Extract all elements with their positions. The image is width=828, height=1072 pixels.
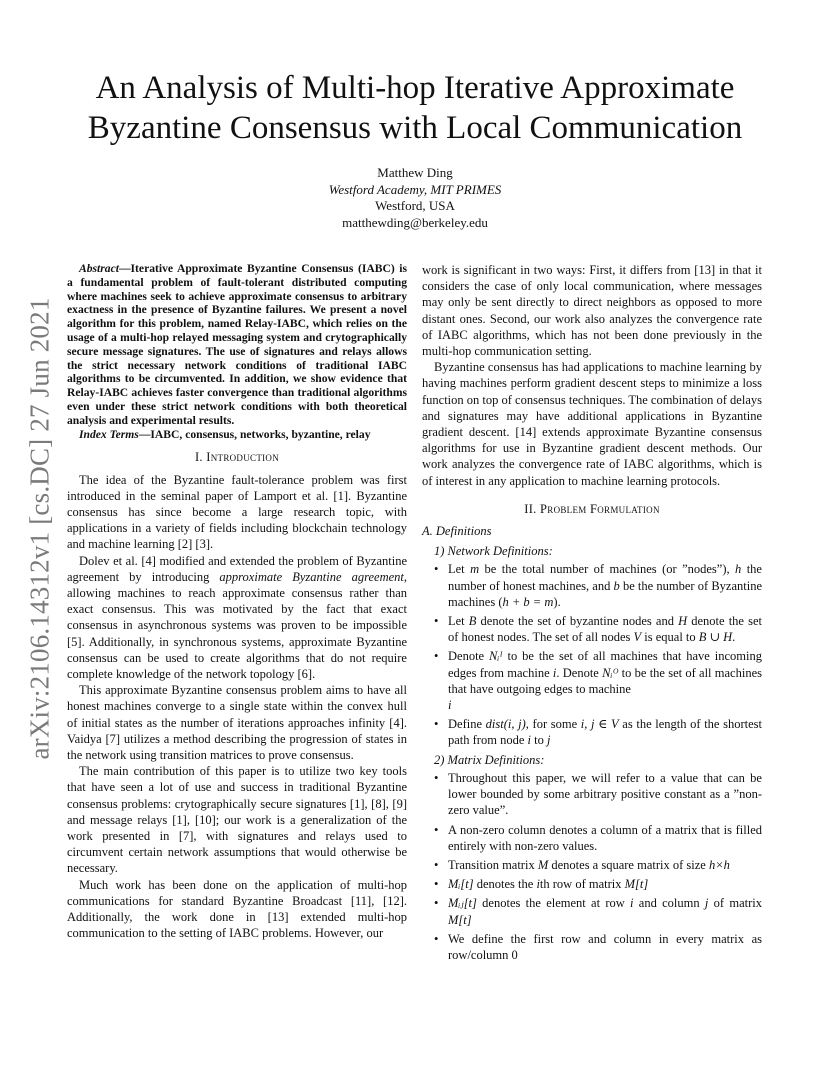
math: M[t] xyxy=(624,877,649,892)
section-heading-problem-formulation: II. Problem Formulation xyxy=(524,501,660,516)
math: Nᵢᴼ xyxy=(602,665,619,680)
math: M xyxy=(537,857,549,872)
math: V xyxy=(633,630,642,645)
math: j xyxy=(704,896,709,911)
arxiv-sidebar xyxy=(16,288,64,768)
author-affiliation: Westford Academy, MIT PRIMES xyxy=(328,181,502,197)
math: M[t] xyxy=(448,912,472,927)
text-span: Define xyxy=(448,717,486,732)
text-span: and column xyxy=(633,896,705,911)
math: i xyxy=(527,733,531,748)
intro-paragraph-4: The main contribution of this paper is to utilize two key tools that have seen a lot of use and success in traditional Byzantine consensus problems: crytographically secure signatures [1], [8], [9] and message relays [1], [10]; our work is a generalization of the work presented in [7], with signatures and relays used to circumvent certain network assumptions that would otherwise be necessary. xyxy=(67,764,407,876)
author-location: Westford, USA xyxy=(375,198,455,213)
list-item: • We define the first row and column in every matrix as row/column 0 xyxy=(448,931,762,963)
intro-paragraph-3: This approximate Byzantine consensus problem aims to have all honest machines converge to a single state within the convex hull of initial states as the number of iterations approaches infinity [4]. Vaidya [7] utilizes a method describing the progression of states in the network using transition matrices to prove consensus. xyxy=(67,683,407,763)
math: Mᵢⱼ[t] xyxy=(448,896,477,911)
math: j xyxy=(546,733,551,748)
text-span: ). xyxy=(553,594,561,609)
math: dist(i, j) xyxy=(485,717,526,732)
subsubsection-network-definitions: 1) Network Definitions: xyxy=(434,544,553,559)
math: b xyxy=(613,578,620,593)
list-item: • A non-zero column denotes a column of a matrix that is filled entirely with non-zero values. xyxy=(448,822,762,854)
math: h + b = m xyxy=(502,594,554,609)
author-name: Matthew Ding xyxy=(377,165,453,180)
left-column xyxy=(67,262,407,941)
math: Mᵢ[t] xyxy=(448,877,474,892)
text-span: be the total number of machines (or ”nodes”), xyxy=(479,562,736,577)
text-span: to be the set of all machines that have incoming edges from machine xyxy=(448,649,762,680)
emphasis: approximate Byzantine agreement xyxy=(219,569,404,584)
index-terms xyxy=(67,428,407,442)
text-span: . xyxy=(732,630,736,645)
list-item xyxy=(448,857,762,873)
text-span: th row of matrix xyxy=(539,877,625,892)
text-span: is equal to xyxy=(641,630,699,645)
text-span: denotes the element at row xyxy=(476,896,631,911)
abstract xyxy=(67,262,407,428)
abstract-text: —Iterative Approximate Byzantine Consensus (IABC) is a fundamental problem of fault-tolerant distributed computing where machines seek to achieve approximate consensus to arbitrary exactness in the presence of Byzantine failures. We present a novel algorithm for this problem, named Relay-IABC, which relies on the usage of a multi-hop relayed messaging system and crytographically secure message signatures. The use of signatures and relays allows the strict necessary network conditions of traditional IABC algorithms to be circumvented. In addition, we show evidence that Relay-IABC achieves faster convergence than traditional algorithms even under these strict network conditions with both theoretical analysis and experimental results. xyxy=(67,262,407,427)
text-span: , for some xyxy=(525,717,581,732)
text-span: Let xyxy=(448,562,471,577)
abstract-label: Abstract xyxy=(79,262,119,275)
text-span: . Denote xyxy=(556,665,603,680)
text-span: denote the set of byzantine nodes and xyxy=(476,614,679,629)
network-definitions-list xyxy=(422,561,762,748)
intro-paragraph-5: Much work has been done on the application of multi-hop communications for standard Byzantine Broadcast [11], [12]. Additionally, the work done in [13] extended multi-hop communication to the setting of IABC problems. However, our xyxy=(67,877,407,941)
list-item xyxy=(448,613,762,645)
math: i xyxy=(552,665,557,680)
intro-paragraph-7: Byzantine consensus has had applications to machine learning by having machines perform gradient descent steps to minimize a loss function on top of consensus techniques. The combination of delays and signatures may have additional applications in Byzantine gradient descent. [14] extends approximate Byzantine consensus algorithms for use in Byzantine gradient descent methods. Our work analyzes the convergence rate of IABC algorithms, which is of interest in any application to machine learning protocols. xyxy=(422,360,762,488)
math: H xyxy=(678,614,688,629)
math: i xyxy=(448,698,452,713)
index-terms-text: —IABC, consensus, networks, byzantine, relay xyxy=(138,427,371,441)
math: B xyxy=(468,614,477,629)
text-span: the number of honest machines, and xyxy=(448,562,762,593)
text-span: , allowing machines to reach approximate consensus rather than exact consensus. This was motivated by the fact that exact consensus in asynchronous systems was proven to be impossible [5]. Additionally, in synchronous systems, approximate Byzantine consensus can be used to create algorithms that do not require complete knowledge of the network topology [6]. xyxy=(67,569,407,681)
list-item xyxy=(448,895,762,927)
section-heading-introduction: I. Introduction xyxy=(194,450,280,465)
paper-title: An Analysis of Multi-hop Iterative Approximate Byzantine Consensus with Local Communication xyxy=(87,70,743,146)
text-span: denote the set of honest nodes. The set of all nodes xyxy=(448,614,762,645)
text-span: as the length of the shortest path from node xyxy=(448,717,763,748)
text-span: of matrix xyxy=(708,896,762,911)
intro-paragraph-2 xyxy=(67,553,407,683)
math: h xyxy=(735,562,742,577)
subsection-definitions: A. Definitions xyxy=(422,524,492,539)
text-span: to be the set of all machines that have outgoing edges to machine xyxy=(448,665,762,696)
text-span: Transition matrix xyxy=(448,857,538,872)
subsubsection-matrix-definitions: 2) Matrix Definitions: xyxy=(434,752,545,767)
text-span: Let xyxy=(448,614,469,629)
list-item: • Throughout this paper, we will refer to a value that can be lower bounded by some arbitrary positive constant as a ”non-zero value”. xyxy=(448,770,762,819)
math: m xyxy=(470,562,480,577)
math: i, j ∈ V xyxy=(580,717,619,732)
list-item xyxy=(448,648,762,713)
text-span: denotes the xyxy=(473,877,537,892)
index-terms-label: Index Terms xyxy=(79,427,139,441)
intro-paragraph-1: The idea of the Byzantine fault-tolerance problem was first introduced in the seminal paper of Lamport et al. [1]. Byzantine consensus has since become a large research topic, with applications in a variety of fields including blockchain technology and machine learning [2] [3]. xyxy=(67,472,407,552)
list-item xyxy=(448,876,762,892)
author-email: matthewding@berkeley.edu xyxy=(342,214,488,230)
math: i xyxy=(630,896,634,911)
text-span: denotes a square matrix of size xyxy=(548,857,709,872)
intro-paragraph-6: work is significant in two ways: First, it differs from [13] in that it considers the case of only local communication, where messages may only be sent directly to direct neighbors as opposed to more distant ones. Second, our work also analyzes the convergence rate of IABC algorithms, which has not been done previously in the multi-hop communication setting. xyxy=(422,263,762,359)
matrix-definitions-list xyxy=(422,770,762,963)
math: h×h xyxy=(708,857,730,872)
text-span: Denote xyxy=(448,649,489,664)
right-column xyxy=(422,262,762,966)
list-item xyxy=(448,716,762,748)
arxiv-identifier: arXiv:2106.14312v1 [cs.DC] 27 Jun 2021 xyxy=(24,296,55,760)
math: Nᵢᴵ xyxy=(489,649,503,664)
math: B ∪ H xyxy=(698,630,733,645)
text-span: to xyxy=(530,733,547,748)
author-block xyxy=(200,165,630,231)
text-span: Dolev et al. [4] modified and extended the problem of Byzantine agreement by introducing xyxy=(67,553,407,584)
list-item xyxy=(448,561,762,610)
text-span: be the number of Byzantine machines ( xyxy=(448,578,763,609)
math: i xyxy=(536,877,540,892)
